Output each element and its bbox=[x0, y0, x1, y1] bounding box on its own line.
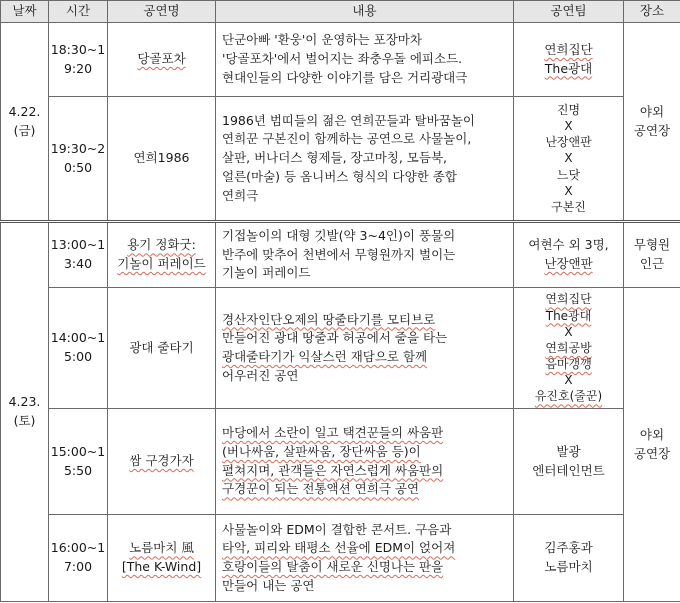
venue-cell: 야외 공연장 bbox=[624, 288, 680, 602]
title-cell: 연희1986 bbox=[108, 97, 216, 222]
title-cell: 광대 줄타기 bbox=[108, 288, 216, 409]
table-row bbox=[1, 409, 680, 515]
table-row bbox=[1, 97, 680, 222]
team-cell: 여현수 외 3명, 난장앤판 bbox=[514, 222, 624, 288]
time-cell: 19:30~2 0:50 bbox=[49, 97, 108, 222]
team-cell: 김주홍과 노름마치 bbox=[514, 515, 624, 602]
team-cell: 진명 X 난장앤판 X 느닷 X 구본진 bbox=[514, 97, 624, 222]
description-cell: 마당에서 소란이 일고 택견꾼들의 싸움판 (버나싸움, 살판싸움, 장단싸움 등)이 펼쳐지며, 관객들은 자연스럽게 싸움판의 구경꾼이 되는 전통액션 연희극 공연 bbox=[216, 409, 514, 515]
description-cell: 경산자인단오제의 땅줄타기를 모티브로 만들어진 광대 땅줄과 허공에서 줄을 타는 광대줄타기가 익살스런 재담으로 함께 어우러진 공연 bbox=[216, 288, 514, 409]
venue-cell: 야외 공연장 bbox=[624, 23, 680, 222]
title-cell: 당골포차 bbox=[108, 23, 216, 97]
header-content: 내용 bbox=[216, 1, 514, 23]
time-cell: 15:00~1 5:50 bbox=[49, 409, 108, 515]
team-cell: 연희집단 The광대 X 연희공방 음마갱깽 X 유진호(줄꾼) bbox=[514, 288, 624, 409]
table-row bbox=[1, 23, 680, 97]
date-cell bbox=[1, 222, 49, 602]
header-date: 날짜 bbox=[1, 1, 49, 23]
description-cell: 사물놀이와 EDM이 결합한 콘서트. 구음과 타악, 피리와 태평소 선율에 EDM이 얹어져 호랑이들의 탈춤이 새로운 신명나는 판을 만들어 내는 공연 bbox=[216, 515, 514, 602]
venue-cell: 무형원 인근 bbox=[624, 222, 680, 288]
weekday-text: (금) bbox=[13, 122, 36, 138]
title-cell: 쌈 구경가자 bbox=[108, 409, 216, 515]
time-cell: 13:00~1 3:40 bbox=[49, 222, 108, 288]
description-cell: 단군아빠 '환웅'이 운영하는 포장마차 '당골포차'에서 벌어지는 좌충우돌 에피소드. 현대인들의 다양한 이야기를 담은 거리광대극 bbox=[216, 23, 514, 97]
table-row bbox=[1, 288, 680, 409]
table-row bbox=[1, 515, 680, 602]
team-cell: 연희집단 The광대 bbox=[514, 23, 624, 97]
header-team: 공연팀 bbox=[514, 1, 624, 23]
title-cell: 노름마치 風 [The K-Wind] bbox=[108, 515, 216, 602]
description-cell: 1986년 범띠들의 젊은 연희꾼들과 탈바꿈놀이 연희꾼 구본진이 함께하는 공연으로 사물놀이, 살판, 버나더스 형제들, 장고마칭, 모듬북, 얼른(마술) 등 옴니버스 형식의 다양한 종합 연희극 bbox=[216, 97, 514, 222]
weekday-text: (토) bbox=[13, 413, 36, 428]
title-cell: 용기 정화굿: 기놀이 퍼레이드 bbox=[108, 222, 216, 288]
header-row bbox=[1, 1, 680, 23]
time-cell: 18:30~1 9:20 bbox=[49, 23, 108, 97]
date-text: 4.22. bbox=[8, 103, 41, 119]
date-cell bbox=[1, 23, 49, 222]
header-venue: 장소 bbox=[624, 1, 680, 23]
time-cell: 14:00~1 5:00 bbox=[49, 288, 108, 409]
date-text: 4.23. bbox=[8, 394, 41, 410]
description-cell: 기접놀이의 대형 깃발(약 3~4인)이 풍물의 반주에 맞추어 천변에서 무형원까지 벌이는 기놀이 퍼레이드 bbox=[216, 222, 514, 288]
header-time: 시간 bbox=[49, 1, 108, 23]
time-cell: 16:00~1 7:00 bbox=[49, 515, 108, 602]
table-row bbox=[1, 222, 680, 288]
team-cell: 발광 엔터테인먼트 bbox=[514, 409, 624, 515]
header-title: 공연명 bbox=[108, 1, 216, 23]
